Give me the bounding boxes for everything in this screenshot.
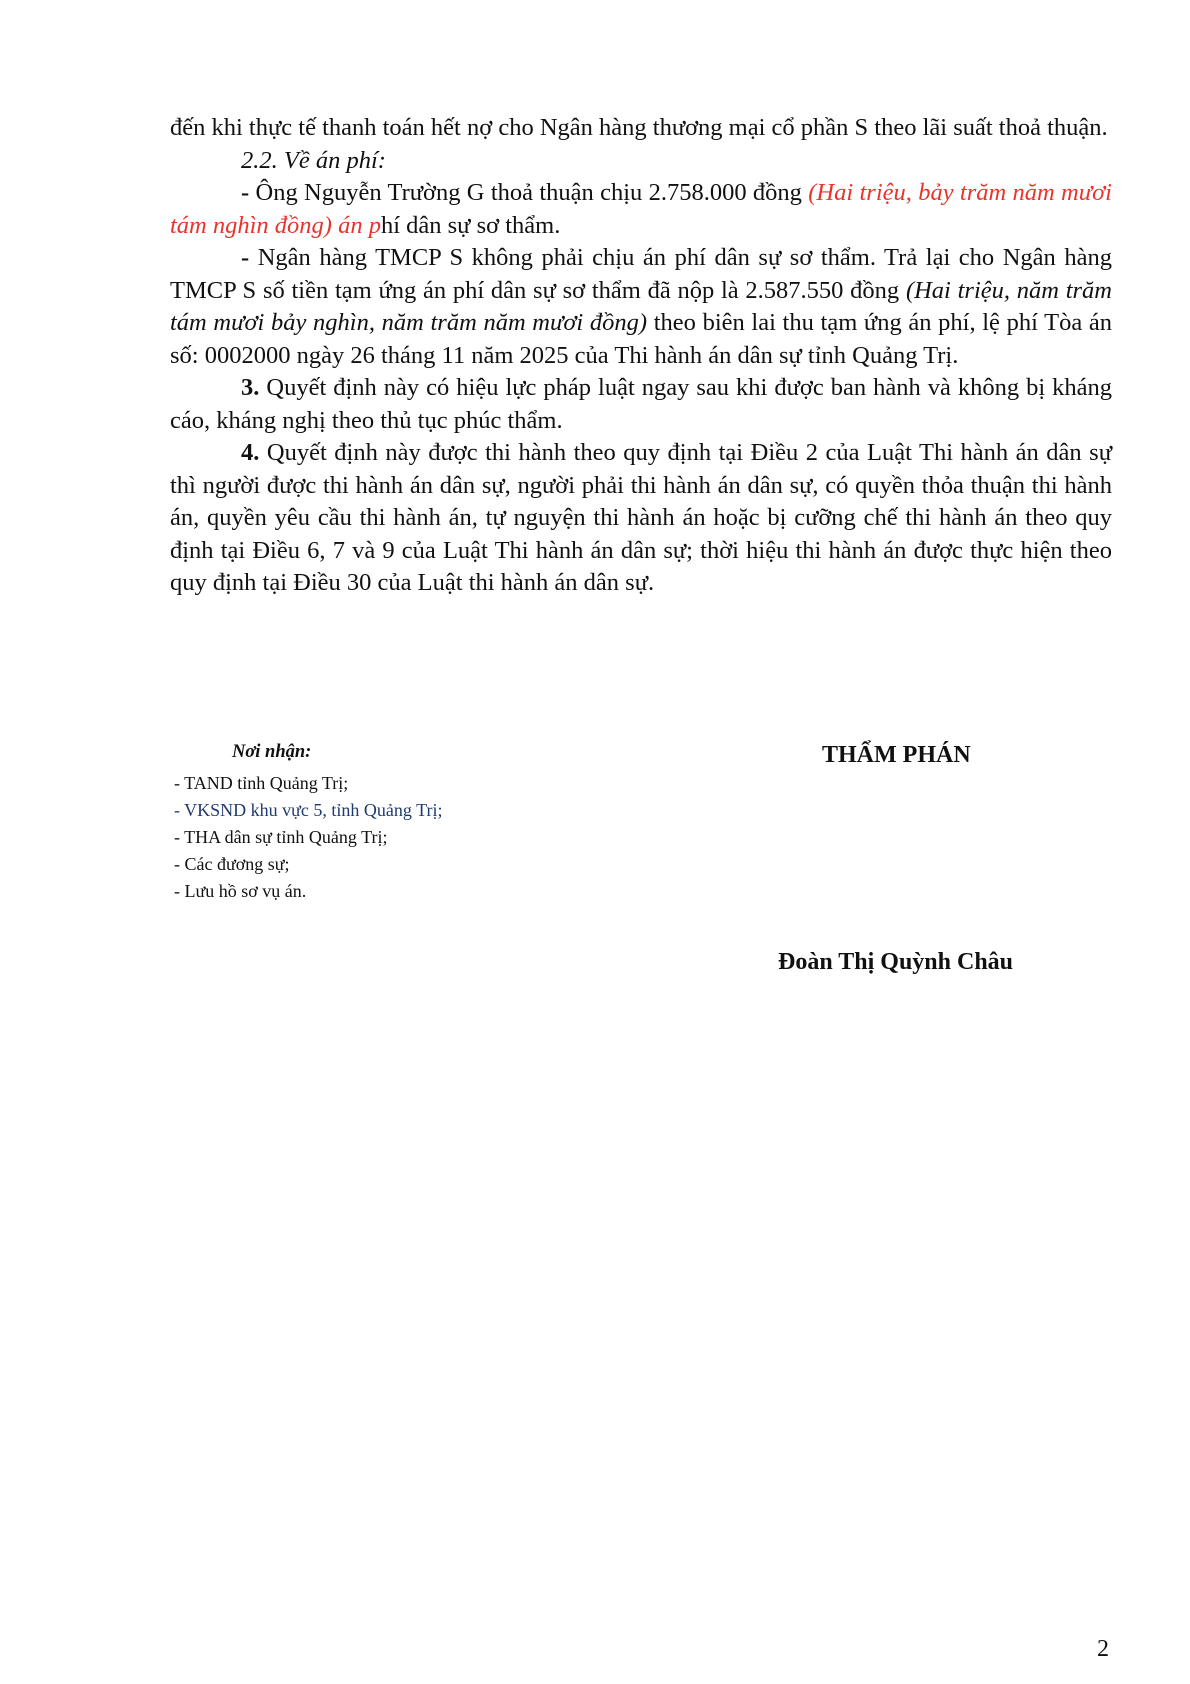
fee-individual-text-end: hí dân sự sơ thẩm.	[380, 211, 561, 239]
amount-in-words-red: (Hai triệu, bảy trăm năm mươi tám nghìn đồng) án p	[170, 179, 1112, 239]
fee-bank-text-end: theo biên lai thu tạm ứng án phí, lệ phí Tòa án số: 0002000 ngày 26 tháng 11 năm 2025 của Thi hành án dân sự tỉnh Quảng Trị.	[170, 309, 1112, 369]
heading-fees	[170, 145, 1112, 178]
paragraph-fee-individual	[170, 177, 1112, 242]
signer-name: Đoàn Thị Quỳnh Châu	[778, 949, 1014, 975]
recipient-item: - Các đương sự;	[174, 851, 442, 878]
heading-fees-text: 2.2. Về án phí:	[241, 146, 386, 174]
dash-bullet: -	[241, 179, 256, 206]
clause-number: 4.	[241, 439, 260, 466]
document-body	[170, 112, 1112, 600]
recipient-item: - THA dân sự tỉnh Quảng Trị;	[174, 824, 442, 851]
recipient-item: - Lưu hồ sơ vụ án.	[174, 878, 442, 905]
paragraph-fee-bank	[170, 242, 1112, 372]
clause-number: 3.	[241, 374, 260, 401]
clause-text: Quyết định này được thi hành theo quy định tại Điều 2 của Luật Thi hành án dân sự thì người được thi hành án dân sự, người phải thi hành án dân sự, có quyền thỏa thuận thi hành án, quyền yêu cầu thi hành án, tự nguyện thi hành án hoặc bị cưỡng chế thi hành án theo quy định tại Điều 6, 7 và 9 của Luật Thi hành án dân sự; thời hiệu thi hành án được thực hiện theo quy định tại Điều 30 của Luật thi hành án dân sự.	[170, 439, 1112, 596]
paragraph-continuation: đến khi thực tế thanh toán hết nợ cho Ngân hàng thương mại cổ phần S theo lãi suất thoả thuận.	[170, 114, 1108, 141]
paragraph-clause-4	[170, 437, 1112, 600]
amount-in-words: (Hai triệu, năm trăm tám mươi bảy nghìn, năm trăm năm mươi đồng)	[170, 276, 1112, 336]
recipients-title: Nơi nhận:	[232, 742, 312, 762]
fee-bank-text: Ngân hàng TMCP S không phải chịu án phí dân sự sơ thẩm. Trả lại cho Ngân hàng TMCP S số tiền tạm ứng án phí dân sự sơ thẩm đã nộp là 2.587.550 đồng	[170, 244, 1112, 304]
judge-title: THẨM PHÁN	[822, 742, 971, 768]
paragraph-clause-3	[170, 372, 1112, 437]
clause-text: Quyết định này có hiệu lực pháp luật ngay sau khi được ban hành và không bị kháng cáo, kháng nghị theo thủ tục phúc thẩm.	[170, 374, 1112, 434]
recipients-list	[174, 770, 442, 905]
recipient-item: - VKSND khu vực 5, tỉnh Quảng Trị;	[174, 797, 442, 824]
page-number: 2	[1097, 1636, 1109, 1662]
signature-block	[170, 742, 1112, 1002]
fee-individual-text: Ông Nguyễn Trường G thoả thuận chịu 2.758.000 đồng	[255, 179, 809, 206]
recipient-item: - TAND tỉnh Quảng Trị;	[174, 770, 442, 797]
dash-bullet: -	[241, 244, 258, 271]
